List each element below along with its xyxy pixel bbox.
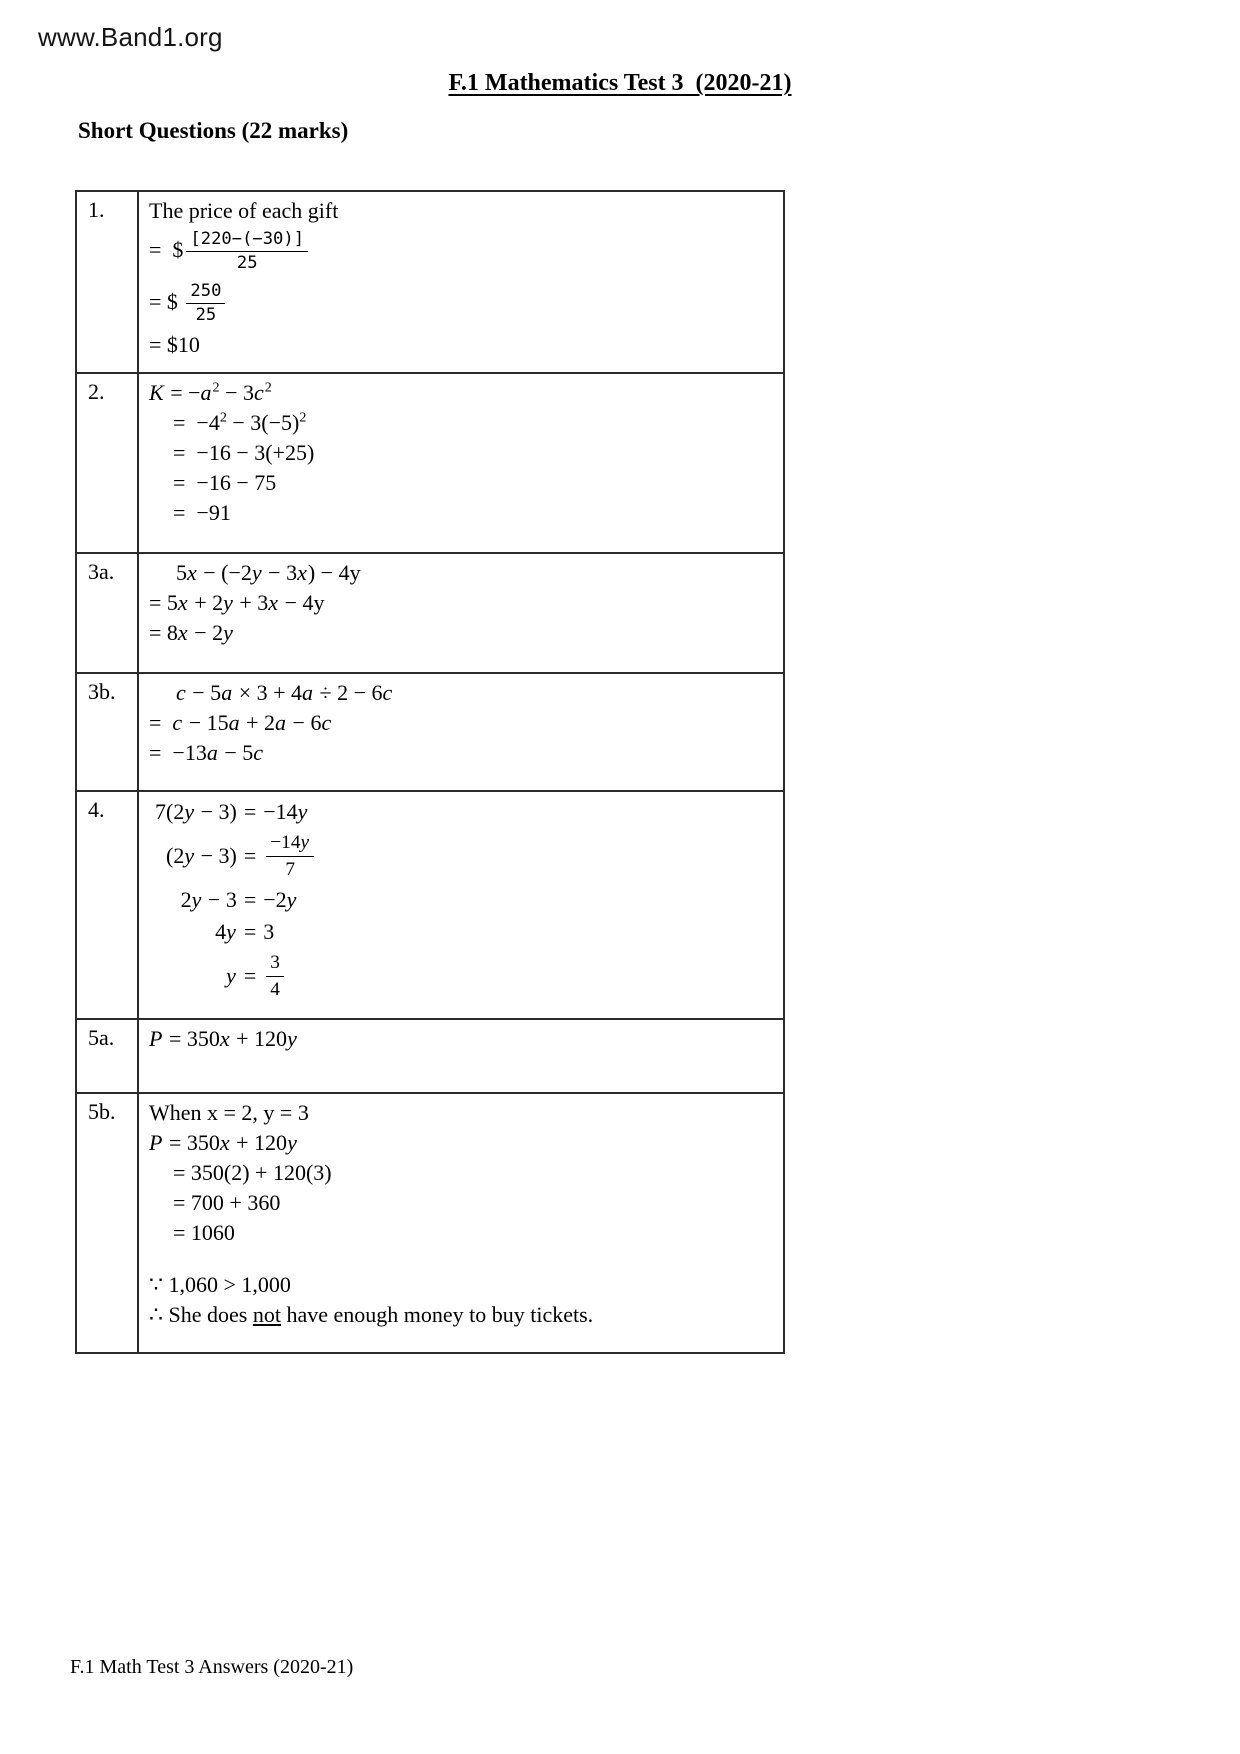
- equation-lhs: [155, 916, 244, 948]
- question-number: 3a.: [76, 553, 138, 673]
- math-text: y: [226, 919, 236, 945]
- math-text: x: [297, 560, 307, 585]
- math-text: x: [177, 620, 188, 645]
- math-text: y: [226, 963, 236, 989]
- math-text: = −16 − 75: [173, 470, 277, 495]
- math-text: = 350: [163, 1026, 220, 1051]
- math-text: − 3: [219, 380, 254, 405]
- math-text: = 350(2) + 120(3): [173, 1160, 332, 1185]
- page-title-text: F.1 Mathematics Test 3 (2020-21): [448, 70, 792, 96]
- answer-table: [75, 190, 785, 1354]
- equals-sign: =: [243, 887, 257, 913]
- math-text: 4: [270, 978, 280, 1000]
- answer-cell: [138, 673, 784, 791]
- math-text: 2: [219, 409, 227, 426]
- math-text: 5: [176, 560, 187, 585]
- equation-lhs: [155, 884, 244, 916]
- math-text: y: [184, 799, 195, 824]
- equals-sign: =: [243, 919, 257, 945]
- math-text: have enough money to buy tickets.: [280, 1302, 594, 1327]
- math-text: When x = 2, y = 3: [149, 1100, 309, 1125]
- math-text: = 1060: [173, 1220, 235, 1245]
- math-text: P: [149, 1130, 163, 1155]
- math-text: − 4y: [279, 590, 325, 615]
- table-row: [76, 673, 784, 791]
- math-text: = 700 + 360: [173, 1190, 281, 1215]
- math-text: 3: [263, 919, 275, 945]
- math-text: y: [286, 887, 297, 913]
- answer-line: [149, 408, 773, 438]
- math-text: = −16 − 3(+25): [173, 440, 315, 465]
- math-text: ∴ She does: [149, 1302, 253, 1327]
- math-text: ) − 4y: [307, 560, 361, 585]
- answer-line: [149, 588, 773, 618]
- answer-line: [149, 738, 773, 768]
- equation-rhs: [263, 916, 317, 948]
- math-text: a: [200, 380, 212, 405]
- answer-cell: [138, 1093, 784, 1353]
- math-text: c: [253, 380, 264, 405]
- math-text: y: [297, 799, 308, 824]
- math-text: − 3): [195, 843, 237, 869]
- math-text: − 3): [195, 799, 237, 824]
- answer-line: [149, 468, 773, 498]
- fraction: [186, 281, 225, 327]
- math-text: K: [149, 380, 164, 405]
- equation-rhs: [263, 828, 317, 884]
- answer-line: [149, 1024, 773, 1054]
- table-row: [76, 1019, 784, 1093]
- blank-line: [149, 1248, 773, 1270]
- math-text: c: [382, 680, 393, 705]
- math-text: −2: [263, 887, 287, 913]
- answer-line: [149, 226, 773, 278]
- answer-cell: [138, 373, 784, 553]
- answer-line: [149, 1098, 773, 1128]
- math-text: c: [172, 710, 183, 735]
- math-text: − (−2: [197, 560, 252, 585]
- math-text: a: [206, 740, 218, 765]
- math-text: x: [177, 590, 188, 615]
- math-text: = $: [149, 288, 184, 314]
- math-text: ∵ 1,060 > 1,000: [149, 1272, 291, 1297]
- math-text: − 3: [262, 560, 298, 585]
- math-text: y: [184, 843, 195, 869]
- answer-line: [149, 1158, 773, 1188]
- question-number: 2.: [76, 373, 138, 553]
- table-row: [76, 191, 784, 373]
- answer-cell: [138, 191, 784, 373]
- math-text: 2: [299, 409, 307, 426]
- answer-line: [149, 678, 773, 708]
- math-text: not: [252, 1302, 281, 1327]
- page-title: [0, 70, 1240, 97]
- answer-line: [149, 278, 773, 330]
- math-text: × 3 + 4: [233, 680, 303, 705]
- answer-line: [149, 196, 773, 226]
- math-text: = $: [149, 236, 184, 262]
- math-text: + 2: [188, 590, 224, 615]
- math-text: 2: [212, 379, 220, 396]
- math-text: + 120: [230, 1026, 288, 1051]
- math-text: The price of each gift: [149, 198, 339, 223]
- math-text: y: [287, 1130, 297, 1155]
- site-logo: www.Band1.org: [38, 22, 223, 52]
- math-text: c: [321, 710, 332, 735]
- math-text: a: [275, 710, 287, 735]
- equals-sign: =: [243, 843, 257, 869]
- math-text: − 5: [218, 740, 254, 765]
- equals-sign: =: [243, 799, 257, 824]
- math-text: c: [176, 680, 186, 705]
- answer-line: [149, 618, 773, 648]
- math-text: y: [223, 620, 233, 645]
- table-row: [76, 553, 784, 673]
- section-heading: Short Questions (22 marks): [78, 118, 349, 143]
- math-text: − 5: [186, 680, 222, 705]
- answer-line: [149, 1188, 773, 1218]
- math-text: − 2: [188, 620, 224, 645]
- math-text: x: [268, 590, 279, 615]
- fraction: [266, 831, 314, 881]
- math-text: x: [187, 560, 197, 585]
- answer-cell: [138, 791, 784, 1019]
- math-text: = −4: [173, 410, 220, 435]
- math-text: a: [302, 680, 314, 705]
- math-text: = 8: [149, 620, 178, 645]
- fraction: [266, 951, 284, 1001]
- question-number: 1.: [76, 191, 138, 373]
- math-text: 4: [215, 919, 227, 945]
- math-text: = −: [164, 380, 201, 405]
- answer-line: [149, 1300, 773, 1330]
- equation-block: [155, 796, 317, 1004]
- math-text: = $10: [149, 331, 200, 357]
- answer-line: [149, 498, 773, 528]
- math-text: 2: [264, 379, 272, 396]
- equation-rhs: [263, 884, 317, 916]
- question-number: 5b.: [76, 1093, 138, 1353]
- answer-line: [149, 1128, 773, 1158]
- math-text: = −91: [173, 500, 231, 525]
- math-text: (2: [166, 843, 185, 869]
- math-text: x: [219, 1130, 230, 1155]
- equation-lhs: [155, 840, 244, 872]
- equation-rhs: [263, 948, 317, 1004]
- math-text: − 3(−5): [226, 410, 300, 435]
- fraction: [186, 229, 308, 275]
- math-text: + 2: [240, 710, 276, 735]
- math-text: 2: [180, 887, 192, 913]
- math-text: y: [191, 887, 202, 913]
- math-text: = −13: [149, 740, 207, 765]
- page-footer: F.1 Math Test 3 Answers (2020-21): [70, 1656, 354, 1678]
- math-text: − 15: [183, 710, 229, 735]
- math-text: [220−(−30)]: [190, 229, 305, 249]
- math-text: + 120: [230, 1130, 288, 1155]
- equation-lhs: [155, 796, 244, 828]
- question-number: 5a.: [76, 1019, 138, 1093]
- answer-cell: [138, 553, 784, 673]
- question-number: 3b.: [76, 673, 138, 791]
- answer-cell: [138, 1019, 784, 1093]
- math-text: y: [287, 1026, 297, 1051]
- math-text: + 3: [233, 590, 269, 615]
- table-row: [76, 373, 784, 553]
- math-text: a: [228, 710, 240, 735]
- math-text: x: [219, 1026, 230, 1051]
- math-text: 7: [285, 858, 296, 880]
- math-text: ÷ 2 − 6: [314, 680, 383, 705]
- math-text: 7(2: [155, 799, 185, 824]
- math-text: P: [149, 1026, 163, 1051]
- answer-line: [149, 438, 773, 468]
- math-text: a: [221, 680, 233, 705]
- equation-lhs: [155, 960, 244, 992]
- math-text: 25: [195, 305, 217, 326]
- math-text: y: [223, 590, 233, 615]
- math-text: y: [300, 832, 310, 853]
- answer-line: [149, 378, 773, 408]
- math-text: − 3: [202, 887, 237, 913]
- math-text: 3: [270, 952, 280, 974]
- math-text: y: [251, 560, 262, 585]
- answer-line: [149, 558, 773, 588]
- answer-line: [149, 1270, 773, 1300]
- answer-line: [149, 708, 773, 738]
- math-text: −14: [263, 799, 298, 824]
- answer-line: [149, 1218, 773, 1248]
- math-text: = 350: [163, 1130, 220, 1155]
- math-text: − 6: [287, 710, 322, 735]
- table-row: [76, 791, 784, 1019]
- table-row: [76, 1093, 784, 1353]
- math-text: −14: [270, 832, 301, 853]
- math-text: c: [253, 740, 264, 765]
- equals-sign: =: [243, 963, 257, 989]
- answer-line: [149, 330, 773, 360]
- equation-rhs: [263, 796, 317, 828]
- math-text: = 5: [149, 590, 178, 615]
- math-text: 25: [236, 253, 258, 274]
- answer-table-body: [76, 191, 784, 1353]
- math-text: =: [149, 710, 173, 735]
- math-text: 250: [190, 280, 222, 301]
- question-number: 4.: [76, 791, 138, 1019]
